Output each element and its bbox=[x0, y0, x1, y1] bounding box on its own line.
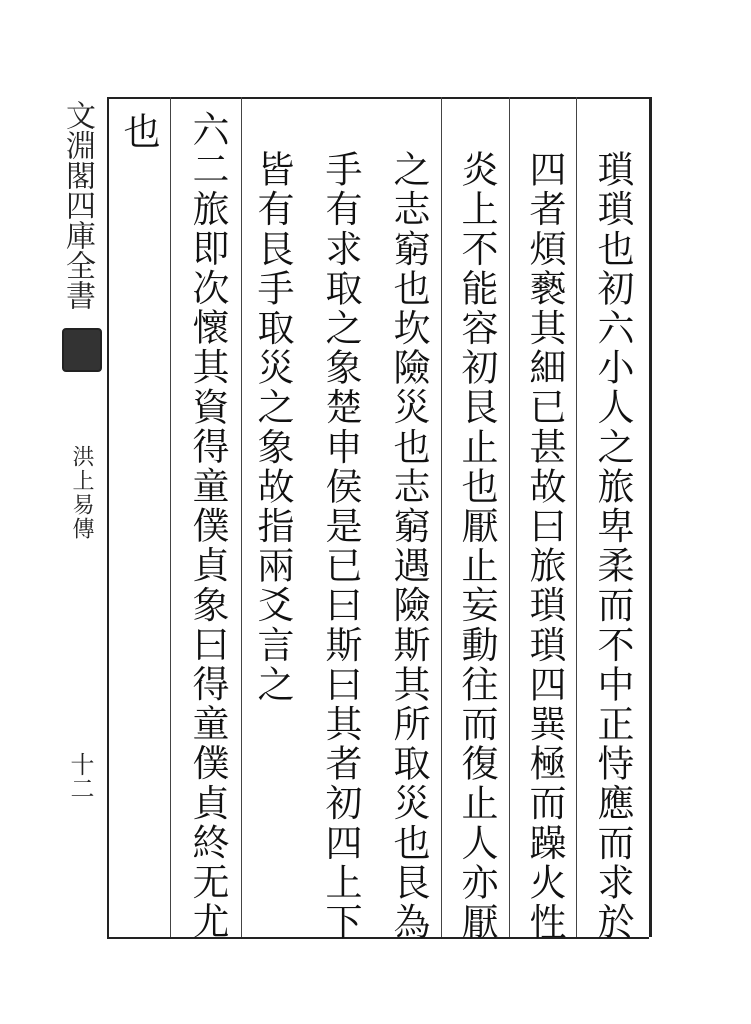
text-column-8: 也 bbox=[117, 112, 160, 152]
column-rule bbox=[509, 97, 510, 937]
section-title: 洪上易傳 bbox=[69, 445, 94, 541]
frame-left-border bbox=[107, 97, 109, 937]
column-rule bbox=[441, 97, 442, 937]
text-column-4: 之志窮也坎險災也志窮遇險斯其所取災也艮為 bbox=[387, 150, 430, 942]
text-column-7: 六二旅即次懷其資得童僕貞象曰得童僕貞終无尤 bbox=[186, 110, 229, 942]
text-column-5: 手有求取之象楚申侯是已曰斯曰其者初四上下 bbox=[319, 150, 362, 942]
frame-right-border bbox=[649, 97, 652, 937]
text-column-1: 瑣瑣也初六小人之旅卑柔而不中正恃應而求於 bbox=[591, 150, 634, 942]
text-column-3: 炎上不能容初艮止也厭止妄動往而復止人亦厭 bbox=[455, 150, 498, 942]
text-column-2: 四者煩褻其細已甚故曰旅瑣瑣四巽極而躁火性 bbox=[523, 150, 566, 942]
book-title: 文淵閣四庫全書 bbox=[60, 100, 95, 310]
column-rule bbox=[170, 97, 171, 937]
page-number: 十二 bbox=[66, 752, 94, 800]
column-rule bbox=[241, 97, 242, 937]
text-column-6: 皆有艮手取災之象故指兩爻言之 bbox=[251, 150, 294, 705]
fishtail-mark bbox=[62, 328, 102, 372]
frame-top-border bbox=[107, 97, 649, 99]
column-rule bbox=[576, 97, 577, 937]
